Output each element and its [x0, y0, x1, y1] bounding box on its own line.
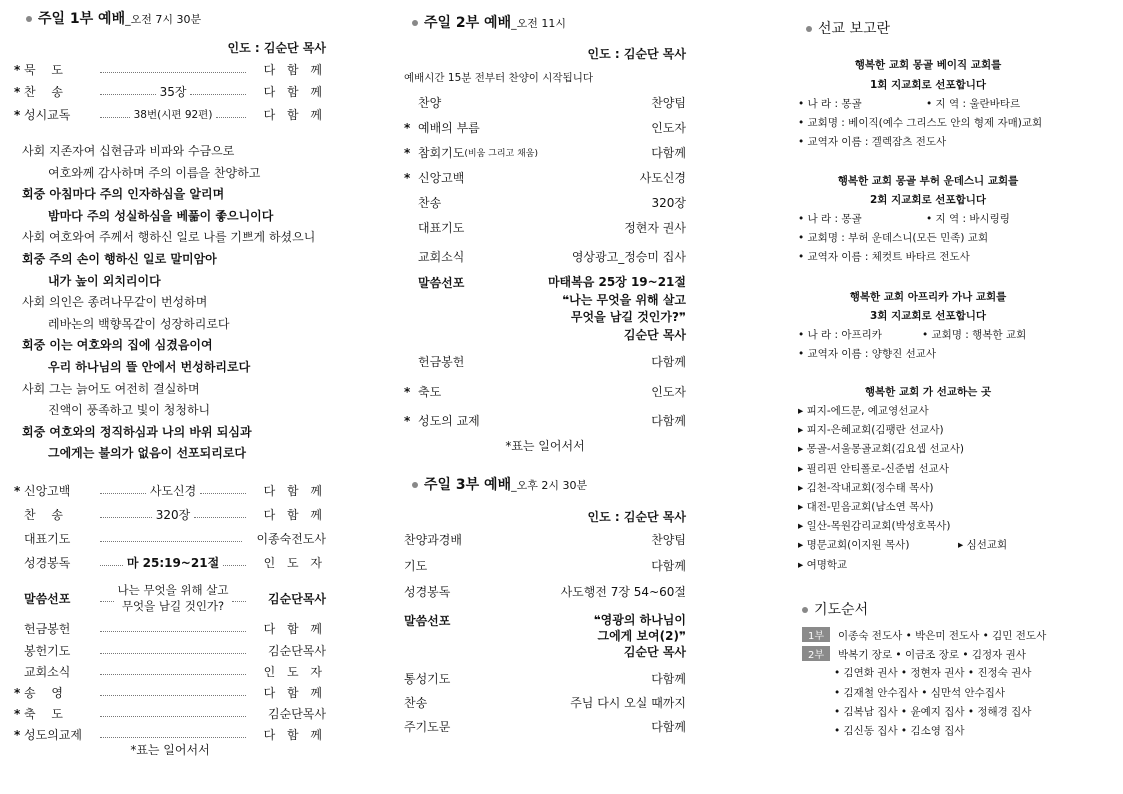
mission-3-title: 행복한 교회 아프리카 가나 교회를: [849, 291, 1007, 303]
order-value: 다함께: [651, 672, 686, 686]
order-value: 사도신경: [639, 171, 686, 185]
order-row: 찬 송 320장 다 함 께: [24, 508, 326, 522]
order-label: 축도: [418, 385, 442, 399]
support-item: ▸ 피지-에드문, 예교영선교사: [798, 405, 929, 417]
order-row: [14, 705, 326, 722]
mission-1-line: • 지 역 : 울란바타르: [926, 98, 1021, 110]
prayer-row: [834, 685, 1005, 700]
mission-1-subtitle: 1회 지교회로 선포합니다: [869, 79, 987, 91]
mission-2-line: • 교회명 : 부허 운데스니(모든 민족) 교회: [798, 232, 989, 244]
mission-2-line: • 지 역 : 바시링링: [926, 213, 1010, 225]
order-label: 성도의교제: [24, 728, 82, 742]
order-label: 봉헌기도: [24, 644, 71, 658]
reading-line: 내가 높이 외치리이다: [48, 273, 161, 288]
order-value: 사도행전 7장 54~60절: [560, 585, 686, 599]
order-value: 다함께: [651, 355, 686, 369]
order-row: [404, 383, 686, 400]
order-row: [404, 353, 686, 370]
support-item: ▸ 명문교회(이지원 목사): [798, 539, 910, 552]
prayer-names: 이종숙 전도사 • 박은미 전도사 • 김민 전도사: [838, 630, 1047, 642]
support-item: ▸ 일산-목원감리교회(박성호목사): [798, 520, 951, 533]
support-title: 행복한 교회 가 선교하는 곳: [864, 386, 992, 398]
order-value: 영상광고_정승미 집사: [571, 250, 686, 264]
order-row: [404, 119, 686, 136]
mission-3-subtitle: 3회 지교회로 선포합니다: [869, 310, 987, 322]
order-label: 기도: [404, 559, 428, 573]
prayer-names: • 김재철 안수집사 • 심만석 안수집사: [834, 686, 1006, 699]
order-row: 성경봉독 마 25:19~21절 인 도 자: [24, 556, 327, 570]
order-row: [404, 531, 686, 548]
support-item: ▸ 피지-은혜교회(김팽란 선교사): [798, 424, 944, 437]
prayer-names: • 김연화 권사 • 정현자 권사 • 진정숙 권사: [834, 667, 1032, 680]
order-row: [404, 557, 686, 574]
leader-dots: [100, 716, 246, 717]
leader-dots: [100, 737, 246, 738]
prayer-row: [802, 646, 1026, 662]
reading-line: 사회 지존자여 십현금과 비파와 수금으로: [22, 144, 235, 158]
order-label: 송 영: [24, 686, 69, 700]
order-row: * 묵 도 다 함 께: [14, 62, 326, 77]
third-service-heading: 주일 3부 예배_오후 2시 30분: [412, 474, 587, 494]
order-label: 대표기도: [418, 221, 465, 235]
prayer-row: [834, 665, 1031, 680]
prayer-row: [802, 627, 1046, 643]
star-mark: *: [404, 120, 411, 135]
mission-1-line: • 교회명 : 베이직(예수 그리스도 안의 형제 자매)교회: [798, 117, 1043, 129]
order-row: [404, 94, 686, 111]
prayer-names: • 김신동 집사 • 김소영 집사: [834, 725, 965, 737]
reading-line: 사회 여호와여 주께서 행하신 일로 나를 기쁘게 하셨으니: [22, 230, 316, 245]
order-value: 김순단목사: [268, 644, 326, 658]
reading-line: 사회 그는 늙어도 여전히 결실하며: [22, 381, 200, 396]
reading-line: 밤마다 주의 성실하심을 베풂이 좋으니이다: [48, 208, 274, 223]
star-mark: *: [404, 145, 411, 160]
reading-line: 여호와께 감사하며 주의 이름을 찬양하고: [48, 165, 261, 180]
mission-3-line: • 교역자 이름 : 양향진 선교사: [798, 348, 936, 360]
mission-1-line: • 교역자 이름 : 겔렉잠츠 전도사: [798, 136, 947, 148]
order-row: [404, 670, 686, 687]
star-mark: *: [404, 384, 411, 399]
order-label: 교회소식: [418, 250, 465, 264]
order-label: 축 도: [24, 707, 69, 721]
order-row: [14, 663, 326, 680]
reading-line: 회중 주의 손이 행하신 일로 말미암아: [22, 252, 217, 266]
sermon-row: 말씀선포 마태복음 25장 19~21절 ❝나는 무엇을 위해 살고 무엇을 남길 것인가?❞ 김순단 목사: [404, 274, 686, 344]
first-service-leader: 인도 : 김순단 목사: [227, 41, 326, 55]
order-row: [14, 684, 326, 701]
order-label: 주기도문: [404, 720, 451, 734]
order-value: 김순단목사: [268, 707, 326, 721]
bullet-dot-icon: [412, 20, 418, 26]
prayer-row: [834, 704, 1031, 719]
star-mark: *: [14, 685, 21, 700]
order-value: 다함께: [651, 720, 686, 734]
leader-dots: [100, 695, 246, 696]
support-item: ▸ 필리핀 안티폴로-신준범 선교사: [798, 462, 949, 475]
prayer-heading: 기도순서: [802, 599, 868, 619]
order-label: 찬송: [418, 196, 442, 210]
order-value: 찬양팀: [651, 96, 686, 110]
star-mark: *: [404, 413, 411, 428]
order-row: [404, 169, 686, 186]
order-row: [404, 412, 686, 429]
order-row: * 성시교독 38번(시편 92편) 다 함 께: [14, 107, 327, 122]
star-mark: *: [14, 727, 21, 742]
reading-line: 우리 하나님의 뜰 안에서 번성하리로다: [48, 360, 251, 374]
sermon-detail: 마태복음 25장 19~21절 ❝나는 무엇을 위해 살고 무엇을 남길 것인가?❞ 김순단 목사: [547, 275, 686, 342]
order-row: [404, 144, 686, 161]
mission-3-line: • 나 라 : 아프리카: [798, 329, 882, 341]
order-value: 다 함 께: [263, 728, 326, 742]
order-row: 대표기도 이종숙전도사: [24, 532, 326, 546]
bullet-dot-icon: [412, 482, 418, 488]
order-label: 헌금봉헌: [24, 622, 71, 636]
mission-2-line: • 나 라 : 몽골: [798, 213, 862, 225]
mission-2-title: 행복한 교회 몽골 부허 운데스니 교회를: [837, 175, 1019, 187]
order-row: [404, 248, 686, 265]
mission-2-subtitle: 2회 지교회로 선포합니다: [869, 194, 987, 206]
reading-line: 사회 의인은 종려나무같이 번성하며: [22, 295, 208, 310]
order-label: 성도의 교제: [418, 414, 480, 428]
order-label: 예배의 부름: [418, 121, 480, 135]
sermon-row: 말씀선포 ❝영광의 하나님이 그에게 보여(2)❞ 김순단 목사: [404, 613, 686, 659]
order-value: 인도자: [651, 121, 686, 135]
order-value: 다 함 께: [263, 686, 326, 700]
order-row: [404, 219, 686, 236]
order-label: 교회소식: [24, 665, 71, 679]
mission-heading: 선교 보고란: [806, 18, 890, 38]
order-label: 통성기도: [404, 672, 451, 686]
third-service-leader: 인도 : 김순단 목사: [587, 510, 686, 524]
order-row: [14, 642, 326, 659]
order-value: 다함께: [651, 146, 686, 160]
bullet-dot-icon: [802, 607, 808, 613]
order-row: [404, 718, 686, 735]
second-service-leader: 인도 : 김순단 목사: [587, 47, 686, 61]
standing-footnote: *표는 일어서서: [505, 439, 585, 453]
second-service-heading: 주일 2부 예배_오전 11시: [412, 12, 566, 32]
reading-line: 그에게는 불의가 없음이 선포되리로다: [48, 446, 247, 461]
bullet-dot-icon: [26, 16, 32, 22]
prayer-names: • 김복남 집사 • 윤예지 집사 • 정해경 집사: [834, 705, 1032, 718]
reading-line: 회중 여호와의 정직하심과 나의 바위 되심과: [22, 424, 252, 439]
mission-1-line: • 나 라 : 몽골: [798, 98, 862, 110]
mission-1-title: 행복한 교회 몽골 베이직 교회를: [854, 59, 1002, 71]
order-value: 인도자: [651, 385, 686, 399]
support-item: ▸ 심선교회: [958, 539, 1008, 552]
prayer-names: 박복기 장로 • 이금조 장로 • 김정자 권사: [838, 649, 1026, 662]
order-label: 찬송: [404, 696, 428, 710]
leader-dots: [100, 674, 246, 675]
bullet-dot-icon: [806, 26, 812, 32]
leader-dots: [100, 653, 246, 654]
leader-dots: [100, 631, 246, 632]
order-label: 헌금봉헌: [418, 355, 465, 369]
support-item: ▸ 대전-믿음교회(남소연 목사): [798, 501, 934, 513]
order-value: 주님 다시 오실 때까지: [570, 696, 686, 710]
praise-notice: 예배시간 15분 전부터 찬양이 시작됩니다: [404, 72, 593, 84]
order-row: [14, 620, 326, 637]
reading-line: 진액이 풍족하고 빛이 청청하니: [48, 403, 211, 418]
order-row: * 신앙고백 사도신경 다 함 께: [14, 483, 326, 498]
sermon-title: 나는 무엇을 위해 살고 무엇을 남길 것인가?: [117, 583, 229, 613]
service-badge: 1부: [802, 627, 830, 642]
reading-line: 회중 아침마다 주의 인자하심을 알리며: [22, 187, 225, 202]
sermon-row: 말씀선포 나는 무엇을 위해 살고 무엇을 남길 것인가? 김순단목사: [24, 583, 327, 613]
support-item: ▸ 여명학교: [798, 558, 848, 571]
order-value: 찬양팀: [651, 533, 686, 547]
reading-line: 회중 이는 여호와의 집에 심겼음이여: [22, 338, 213, 353]
order-label: 찬양과경배: [404, 533, 462, 547]
order-row: * 찬 송 35장 다 함 께: [14, 84, 326, 99]
order-value: 다함께: [651, 414, 686, 428]
support-item: ▸ 김천-작내교회(정수태 목사): [798, 481, 934, 494]
star-mark: *: [14, 706, 21, 721]
order-label: 신앙고백: [418, 171, 465, 185]
sermon-detail: ❝영광의 하나님이 그에게 보여(2)❞ 김순단 목사: [593, 613, 686, 659]
order-label: 찬양: [418, 96, 442, 110]
order-value: 인 도 자: [263, 665, 326, 679]
order-value: 다함께: [651, 559, 686, 573]
order-note: (비움 그리고 채움): [464, 149, 538, 159]
service-badge: 2부: [802, 646, 830, 661]
order-label: 참회기도: [418, 146, 465, 160]
order-value: 정현자 권사: [624, 221, 686, 235]
prayer-row: [834, 723, 965, 738]
order-row: [404, 194, 686, 211]
order-label: 성경봉독: [404, 585, 451, 599]
reading-line: 레바논의 백향목같이 성장하리로다: [48, 316, 230, 331]
order-row: [404, 583, 686, 600]
order-value: 320장: [651, 196, 686, 210]
order-value: 다 함 께: [263, 622, 326, 636]
star-mark: *: [404, 170, 411, 185]
mission-3-line: • 교회명 : 행복한 교회: [922, 329, 1027, 341]
order-row: [404, 694, 686, 711]
mission-2-line: • 교역자 이름 : 체컷트 바타르 전도사: [798, 251, 970, 263]
first-service-heading: 주일 1부 예배_오전 7시 30분: [26, 8, 201, 28]
support-item: ▸ 몽골-서울몽골교회(김요셉 선교사): [798, 443, 964, 456]
standing-footnote: *표는 일어서서: [130, 743, 210, 757]
